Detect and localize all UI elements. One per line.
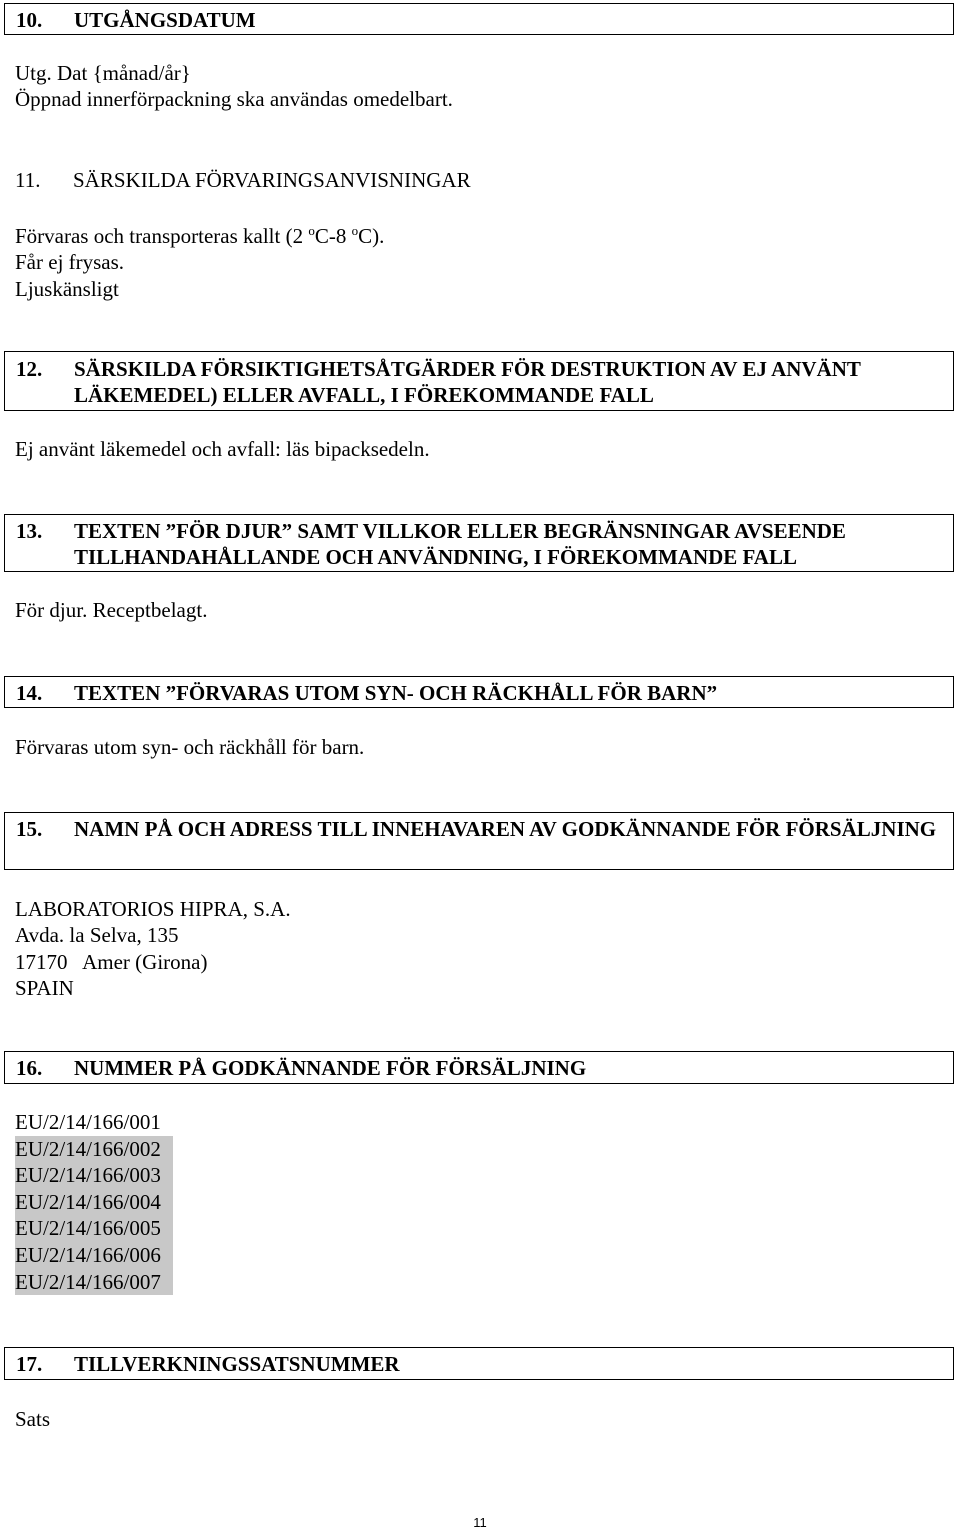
section-15-body (15, 896, 291, 1002)
disposal-text: Ej använt läkemedel och avfall: läs bipacksedeln. (15, 437, 430, 461)
section-17-number: 17. (16, 1352, 43, 1376)
section-14-body (15, 734, 364, 760)
page-number: 11 (473, 1515, 487, 1530)
holder-city: 17170 Amer (Girona) (15, 949, 208, 974)
keep-out-of-reach-text: Förvaras utom syn- och räckhåll för barn. (15, 735, 365, 759)
authorisation-number: EU/2/14/166/002 (15, 1136, 173, 1163)
temp-text-2: C-8 (314, 224, 352, 248)
section-12-body (15, 436, 430, 462)
section-13-number: 13. (16, 519, 43, 543)
section-12-title: SÄRSKILDA FÖRSIKTIGHETSÅTGÄRDER FÖR DESTRUKTION AV EJ ANVÄNT LÄKEMEDEL) ELLER AVFALL, I FÖREKOMMANDE FALL (74, 357, 861, 407)
section-11-body (15, 223, 384, 302)
section-14-title: TEXTEN ”FÖRVARAS UTOM SYN- OCH RÄCKHÅLL FÖR BARN” (74, 681, 718, 705)
section-12-number: 12. (16, 357, 43, 381)
section-15-header (4, 812, 954, 870)
section-16-title: NUMMER PÅ GODKÄNNANDE FÖR FÖRSÄLJNING (74, 1056, 587, 1080)
section-15-number: 15. (16, 817, 43, 841)
section-11-title: SÄRSKILDA FÖRVARINGSANVISNINGAR (73, 168, 471, 192)
section-13-body (15, 597, 207, 623)
section-14-header (4, 676, 954, 708)
section-12-header (4, 351, 954, 411)
section-15-title: NAMN PÅ OCH ADRESS TILL INNEHAVAREN AV GODKÄNNANDE FÖR FÖRSÄLJNING (74, 817, 937, 841)
holder-name: LABORATORIOS HIPRA, S.A. (15, 897, 291, 921)
batch-text: Sats (15, 1407, 51, 1431)
degree-mark-1: o (308, 223, 315, 238)
opened-package-line: Öppnad innerförpackning ska användas omedelbart. (15, 87, 453, 112)
section-11-number: 11. (15, 168, 41, 192)
light-sensitive-line: Ljuskänsligt (15, 276, 119, 301)
section-16-number: 16. (16, 1056, 43, 1080)
section-16-header (4, 1051, 954, 1084)
section-13-header (4, 514, 954, 572)
holder-street: Avda. la Selva, 135 (15, 923, 179, 948)
authorisation-number: EU/2/14/166/006 (15, 1242, 173, 1269)
temp-text-3: C). (358, 224, 385, 248)
section-14-number: 14. (16, 681, 43, 705)
degree-mark-2: o (351, 223, 359, 238)
authorisation-number: EU/2/14/166/007 (15, 1269, 173, 1296)
section-17-title: TILLVERKNINGSSATSNUMMER (74, 1352, 400, 1376)
no-freeze-line: Får ej frysas. (15, 250, 125, 275)
section-17-body (15, 1406, 50, 1432)
for-animals-text: För djur. Receptbelagt. (15, 598, 208, 622)
section-10-body (15, 60, 453, 113)
holder-country: SPAIN (15, 976, 74, 1001)
authorisation-number-list (15, 1109, 173, 1295)
authorisation-number: EU/2/14/166/001 (15, 1110, 161, 1134)
expiry-line: Utg. Dat {månad/år} (15, 61, 191, 85)
storage-temperature-line (15, 223, 384, 249)
authorisation-number: EU/2/14/166/004 (15, 1189, 173, 1216)
authorisation-number: EU/2/14/166/003 (15, 1162, 173, 1189)
section-10-header (4, 3, 954, 35)
section-17-header (4, 1347, 954, 1380)
section-13-title: TEXTEN ”FÖR DJUR” SAMT VILLKOR ELLER BEGRÄNSNINGAR AVSEENDE TILLHANDAHÅLLANDE OCH ANVÄNDNING, I FÖREKOMMANDE FALL (74, 519, 846, 569)
section-10-title: UTGÅNGSDATUM (74, 8, 256, 32)
temp-text-1: Förvaras och transporteras kallt (2 (15, 224, 309, 248)
section-10-number: 10. (16, 8, 43, 32)
authorisation-number: EU/2/14/166/005 (15, 1215, 173, 1242)
